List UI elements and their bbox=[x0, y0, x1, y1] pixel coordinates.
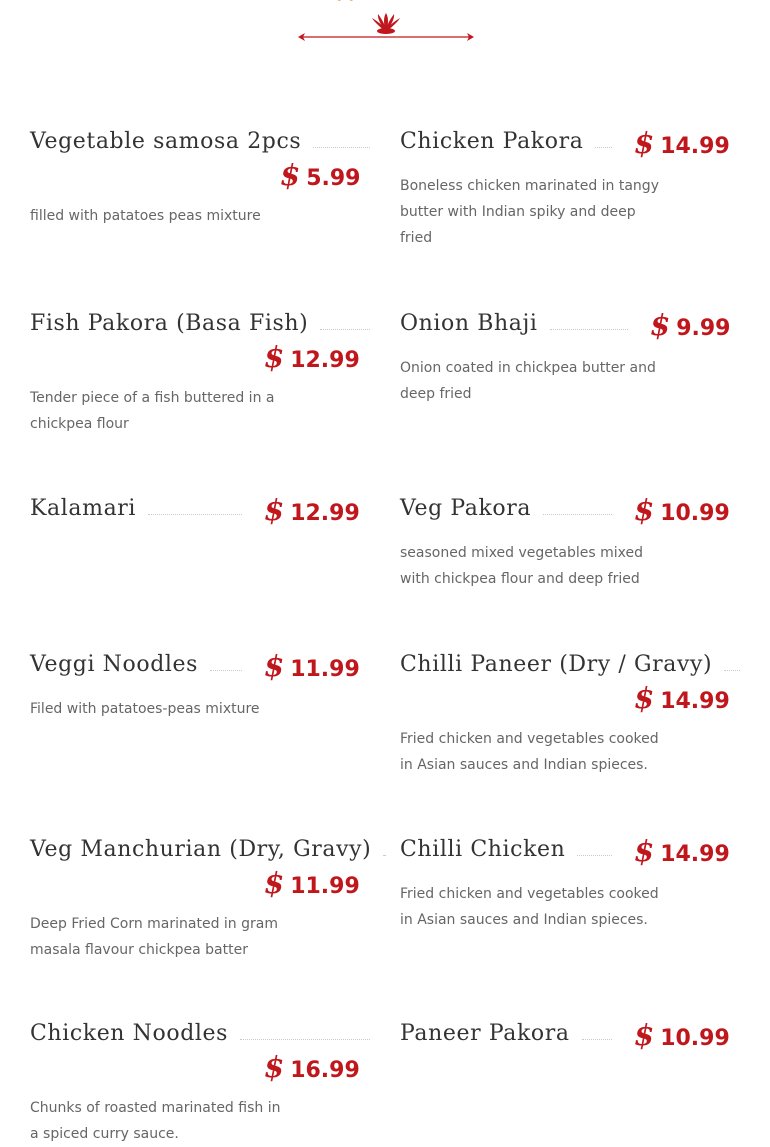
leader-dots bbox=[383, 855, 385, 856]
item-description: Boneless chicken marinated in tangy butter with Indian spiky and deep fried bbox=[400, 178, 659, 246]
leader-dots bbox=[543, 514, 612, 515]
leader-dots bbox=[313, 147, 370, 148]
item-price bbox=[634, 494, 730, 531]
price-amount: 11.99 bbox=[290, 657, 360, 682]
item-description: filled with patatoes peas mixture bbox=[30, 208, 261, 224]
price-amount: 14.99 bbox=[660, 842, 730, 867]
leader-dots bbox=[148, 514, 242, 515]
currency-symbol: $ bbox=[634, 1018, 655, 1052]
item-price bbox=[650, 309, 730, 346]
leader-dots bbox=[550, 329, 628, 330]
currency-symbol: $ bbox=[650, 308, 671, 342]
item-description: seasoned mixed vegetables mixed with chickpea flour and deep fried bbox=[400, 545, 643, 587]
item-price bbox=[264, 867, 360, 904]
price-amount: 5.99 bbox=[306, 166, 361, 191]
item-description: Fried chicken and vegetables cooked in Asian sauces and Indian spieces. bbox=[400, 886, 659, 928]
item-name: Veg Pakora bbox=[400, 496, 532, 521]
leader-dots bbox=[595, 147, 612, 148]
leader-dots bbox=[582, 1039, 612, 1040]
item-name: Vegetable samosa 2pcs bbox=[30, 129, 302, 154]
item-price bbox=[264, 494, 360, 531]
currency-symbol: $ bbox=[634, 493, 655, 527]
leader-dots bbox=[577, 855, 612, 856]
price-amount: 12.99 bbox=[290, 348, 360, 373]
currency-symbol: $ bbox=[264, 493, 285, 527]
price-amount: 10.99 bbox=[660, 1026, 730, 1051]
item-price bbox=[280, 159, 360, 196]
currency-symbol: $ bbox=[264, 866, 285, 900]
item-description: Onion coated in chickpea butter and deep fried bbox=[400, 360, 656, 402]
item-price bbox=[264, 341, 360, 378]
currency-symbol: $ bbox=[264, 649, 285, 683]
item-name: Chicken Noodles bbox=[30, 1021, 229, 1046]
price-amount: 14.99 bbox=[660, 689, 730, 714]
item-name: Paneer Pakora bbox=[400, 1021, 570, 1046]
price-amount: 9.99 bbox=[676, 316, 731, 341]
item-price bbox=[634, 835, 730, 872]
item-price bbox=[634, 682, 730, 719]
currency-symbol: $ bbox=[634, 681, 655, 715]
item-price bbox=[634, 1019, 730, 1056]
item-name: Onion Bhaji bbox=[400, 311, 538, 336]
lotus-divider-ornament-icon bbox=[296, 0, 476, 44]
price-amount: 10.99 bbox=[660, 501, 730, 526]
item-name: Chilli Paneer (Dry / Gravy) bbox=[400, 652, 713, 677]
item-name: Chilli Chicken bbox=[400, 837, 566, 862]
price-amount: 11.99 bbox=[290, 874, 360, 899]
leader-dots bbox=[724, 670, 740, 671]
currency-symbol: $ bbox=[264, 1050, 285, 1084]
currency-symbol: $ bbox=[634, 126, 655, 160]
leader-dots bbox=[210, 670, 242, 671]
currency-symbol: $ bbox=[280, 158, 301, 192]
currency-symbol: $ bbox=[264, 340, 285, 374]
price-amount: 12.99 bbox=[290, 501, 360, 526]
item-price bbox=[264, 650, 360, 687]
item-name: Fish Pakora (Basa Fish) bbox=[30, 311, 309, 336]
item-name: Chicken Pakora bbox=[400, 129, 584, 154]
currency-symbol: $ bbox=[634, 834, 655, 868]
item-price bbox=[264, 1051, 360, 1088]
leader-dots bbox=[240, 1039, 370, 1040]
leader-dots bbox=[320, 329, 370, 330]
item-description: Deep Fried Corn marinated in gram masala flavour chickpea batter bbox=[30, 916, 278, 958]
item-description: Tender piece of a fish buttered in a chickpea flour bbox=[30, 390, 275, 432]
item-name: Veg Manchurian (Dry, Gravy) bbox=[30, 837, 372, 862]
item-name: Veggi Noodles bbox=[30, 652, 199, 677]
price-amount: 16.99 bbox=[290, 1058, 360, 1083]
price-amount: 14.99 bbox=[660, 134, 730, 159]
item-name: Kalamari bbox=[30, 496, 137, 521]
item-price bbox=[634, 127, 730, 164]
item-description: Fried chicken and vegetables cooked in Asian sauces and Indian spieces. bbox=[400, 731, 659, 773]
item-description: Filed with patatoes-peas mixture bbox=[30, 701, 260, 717]
item-description: Chunks of roasted marinated fish in a spiced curry sauce. bbox=[30, 1100, 281, 1142]
